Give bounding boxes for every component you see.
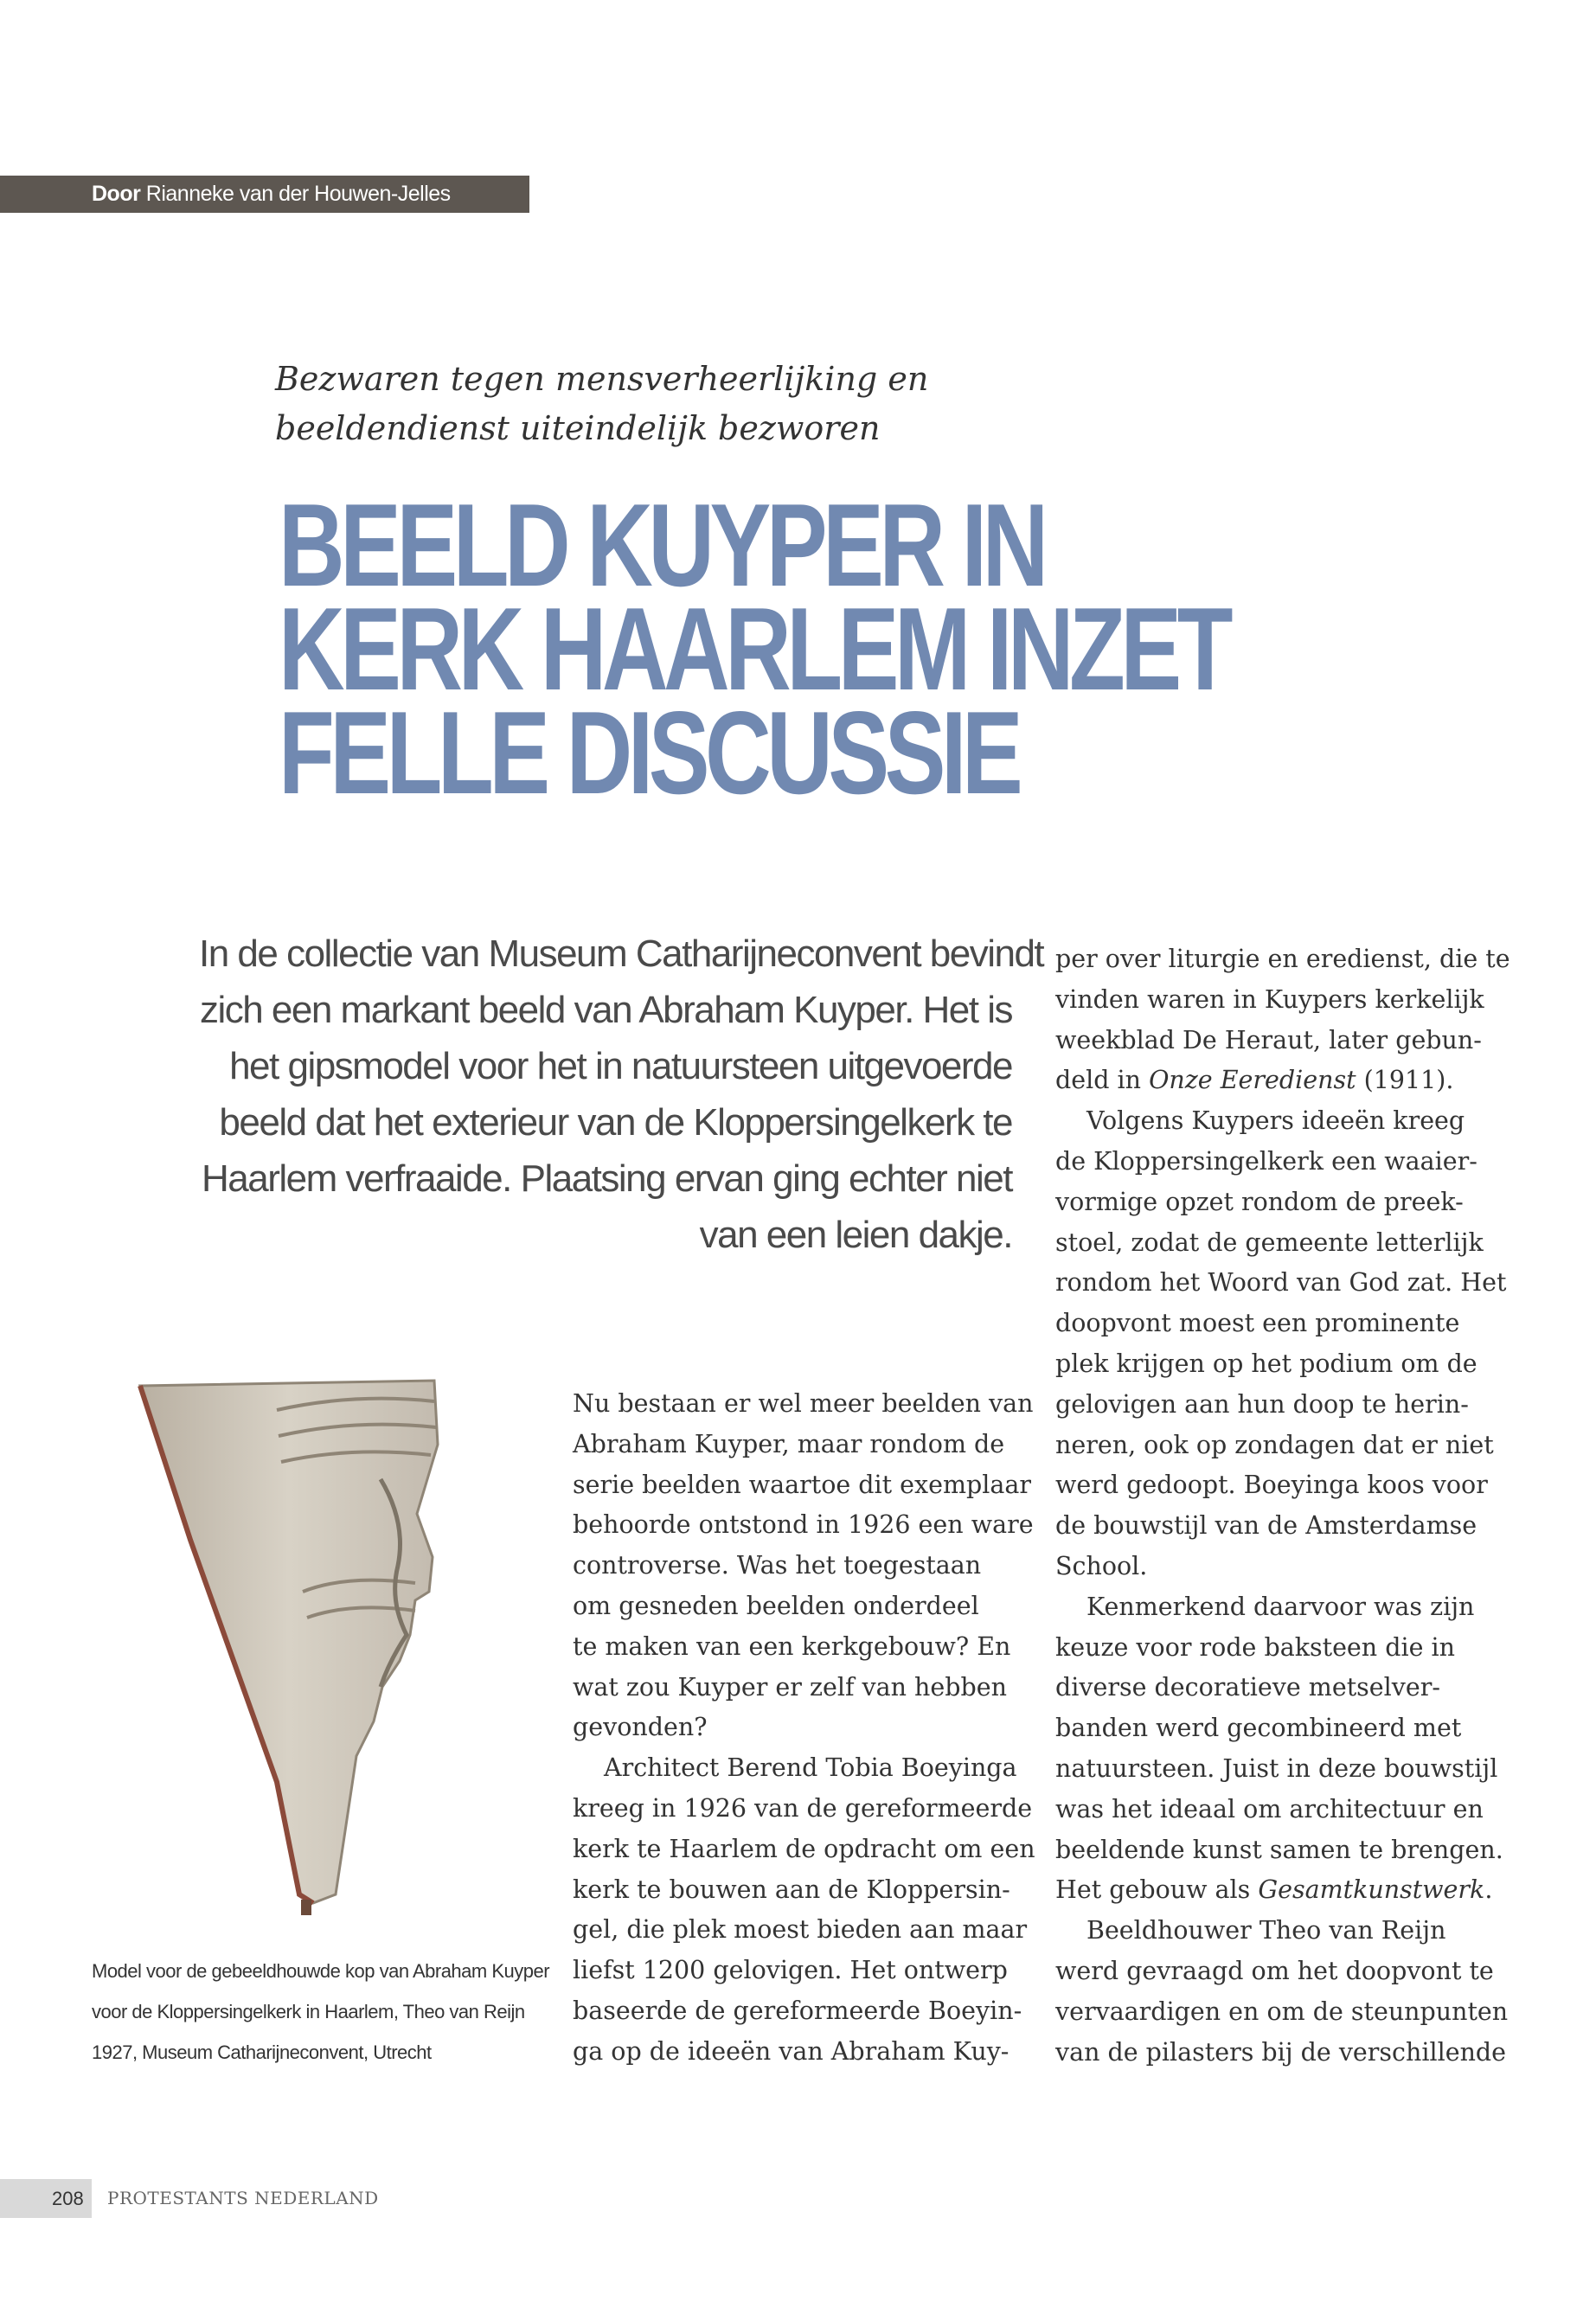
title-line: BEELD KUYPER IN xyxy=(279,479,1044,611)
text-line: kerk te bouwen aan de Kloppersin- xyxy=(573,1875,1010,1904)
text-line: de bouwstijl van de Amsterdamse xyxy=(1055,1511,1477,1541)
text-line: banden werd gecombineerd met xyxy=(1055,1714,1462,1743)
author-bar xyxy=(0,176,529,213)
text-line: baseerde de gereformeerde Boeyin- xyxy=(573,1996,1022,2025)
text-fragment: deld in xyxy=(1055,1066,1150,1095)
author-name: Rianneke van der Houwen-Jelles xyxy=(145,182,451,206)
text-line: liefst 1200 gelovigen. Het ontwerp xyxy=(573,1956,1008,1985)
book-title: Onze Eeredienst xyxy=(1149,1066,1356,1095)
statue-base-pin xyxy=(301,1900,311,1915)
intro-line: het gipsmodel voor het in natuursteen uitgevoerde xyxy=(229,1045,1012,1087)
text-line xyxy=(1055,1061,1505,1101)
text-line: gelovigen aan hun doop te herin- xyxy=(1055,1389,1469,1419)
text-line: stoel, zodat de gemeente letterlijk xyxy=(1055,1227,1484,1257)
subtitle-line: beeldendienst uiteindelijk bezworen xyxy=(275,409,881,447)
text-line: neren, ook op zondagen dat er niet xyxy=(1055,1430,1494,1459)
intro-line: In de collectie van Museum Catharijneconvent bevindt xyxy=(199,933,1044,975)
text-fragment: Het gebouw als xyxy=(1055,1875,1259,1905)
title-line: FELLE DISCUSSIE xyxy=(279,687,1019,818)
intro-line: van een leien dakje. xyxy=(699,1214,1012,1256)
subtitle xyxy=(275,355,1054,453)
text-line: beeldende kunst samen te brengen. xyxy=(1055,1835,1503,1864)
text-line: Kenmerkend daarvoor was zijn xyxy=(1086,1592,1475,1621)
text-line: om gesneden beelden onderdeel xyxy=(573,1591,979,1620)
text-line: Nu bestaan er wel meer beelden van xyxy=(573,1389,1034,1418)
statue-photo xyxy=(130,1375,476,1929)
text-line: van de pilasters bij de verschillende xyxy=(1055,2037,1507,2067)
body-column-middle xyxy=(573,1384,1035,2073)
text-line: Volgens Kuypers ideeën kreeg xyxy=(1086,1106,1465,1136)
paragraph xyxy=(573,1384,1034,1748)
text-line: ga op de ideeën van Abraham Kuy- xyxy=(573,2036,1010,2066)
intro-line: beeld dat het exterieur van de Kloppersingelkerk te xyxy=(219,1101,1012,1144)
text-line xyxy=(1055,1870,1505,1911)
caption-line: voor de Kloppersingelkerk in Haarlem, Theo van Reijn xyxy=(92,2001,525,2022)
text-line: vormige opzet rondom de preek- xyxy=(1055,1187,1464,1216)
text-line: Architect Berend Tobia Boeyinga xyxy=(604,1753,1017,1783)
text-line: natuursteen. Juist in deze bouwstijl xyxy=(1055,1753,1498,1783)
text-line: per over liturgie en eredienst, die te xyxy=(1055,945,1510,973)
text-line: wat zou Kuyper er zelf van hebben xyxy=(573,1672,1007,1702)
text-line: vinden waren in Kuypers kerkelijk xyxy=(1055,984,1484,1014)
text-fragment: . xyxy=(1484,1875,1493,1905)
text-line: Beeldhouwer Theo van Reijn xyxy=(1086,1916,1446,1945)
subtitle-line: Bezwaren tegen mensverheerlijking en xyxy=(275,360,929,398)
text-line: gel, die plek moest bieden aan maar xyxy=(573,1915,1028,1945)
text-line: doopvont moest een prominente xyxy=(1055,1309,1460,1338)
paragraph xyxy=(1055,939,1510,1101)
body-column-right xyxy=(1055,939,1510,2073)
page-title xyxy=(279,479,1229,818)
text-line: vervaardigen en om de steunpunten xyxy=(1055,1997,1509,2026)
text-line: Abraham Kuyper, maar rondom de xyxy=(573,1429,1005,1458)
text-line: kerk te Haarlem de opdracht om een xyxy=(573,1834,1035,1863)
caption-line: Model voor de gebeeldhouwde kop van Abraham Kuyper xyxy=(92,1960,550,1982)
intro-line: zich een markant beeld van Abraham Kuyper. Het is xyxy=(199,989,1012,1031)
text-line: serie beelden waartoe dit exemplaar xyxy=(573,1470,1031,1499)
page-number: 208 xyxy=(52,2188,84,2209)
term-italic: Gesamtkunstwerk xyxy=(1258,1875,1485,1905)
text-line: weekblad De Heraut, later gebun- xyxy=(1055,1025,1482,1054)
image-caption xyxy=(92,1951,559,2073)
publication-name: PROTESTANTS NEDERLAND xyxy=(107,2188,379,2208)
text-line: te maken van een kerkgebouw? En xyxy=(573,1631,1011,1661)
paragraph xyxy=(573,1748,1035,2072)
text-line: de Kloppersingelkerk een waaier- xyxy=(1055,1146,1477,1176)
title-line: KERK HAARLEM INZET xyxy=(279,583,1229,715)
paragraph xyxy=(1055,1911,1509,2073)
text-line: werd gevraagd om het doopvont te xyxy=(1055,1956,1494,1985)
text-line: gevonden? xyxy=(573,1713,708,1742)
caption-line: 1927, Museum Catharijneconvent, Utrecht xyxy=(92,2041,432,2063)
text-fragment: (1911). xyxy=(1356,1066,1454,1095)
text-line: controverse. Was het toegestaan xyxy=(573,1551,982,1580)
text-line: diverse decoratieve metselver- xyxy=(1055,1673,1440,1702)
paragraph xyxy=(1055,1587,1505,1911)
text-line: was het ideaal om architectuur en xyxy=(1055,1794,1484,1823)
text-line: keuze voor rode baksteen die in xyxy=(1055,1632,1455,1662)
intro-paragraph xyxy=(199,926,1044,1263)
text-line: School. xyxy=(1055,1551,1148,1580)
text-line: behoorde ontstond in 1926 een ware xyxy=(573,1510,1034,1540)
intro-line: Haarlem verfraaide. Plaatsing ervan ging echter niet xyxy=(202,1157,1012,1200)
paragraph xyxy=(1055,1101,1505,1587)
author-prefix: Door xyxy=(92,182,141,206)
text-line: werd gedoopt. Boeyinga koos voor xyxy=(1055,1471,1488,1500)
text-line: rondom het Woord van God zat. Het xyxy=(1055,1268,1507,1298)
text-line: plek krijgen op het podium om de xyxy=(1055,1349,1477,1378)
text-line: kreeg in 1926 van de gereformeerde xyxy=(573,1793,1033,1823)
